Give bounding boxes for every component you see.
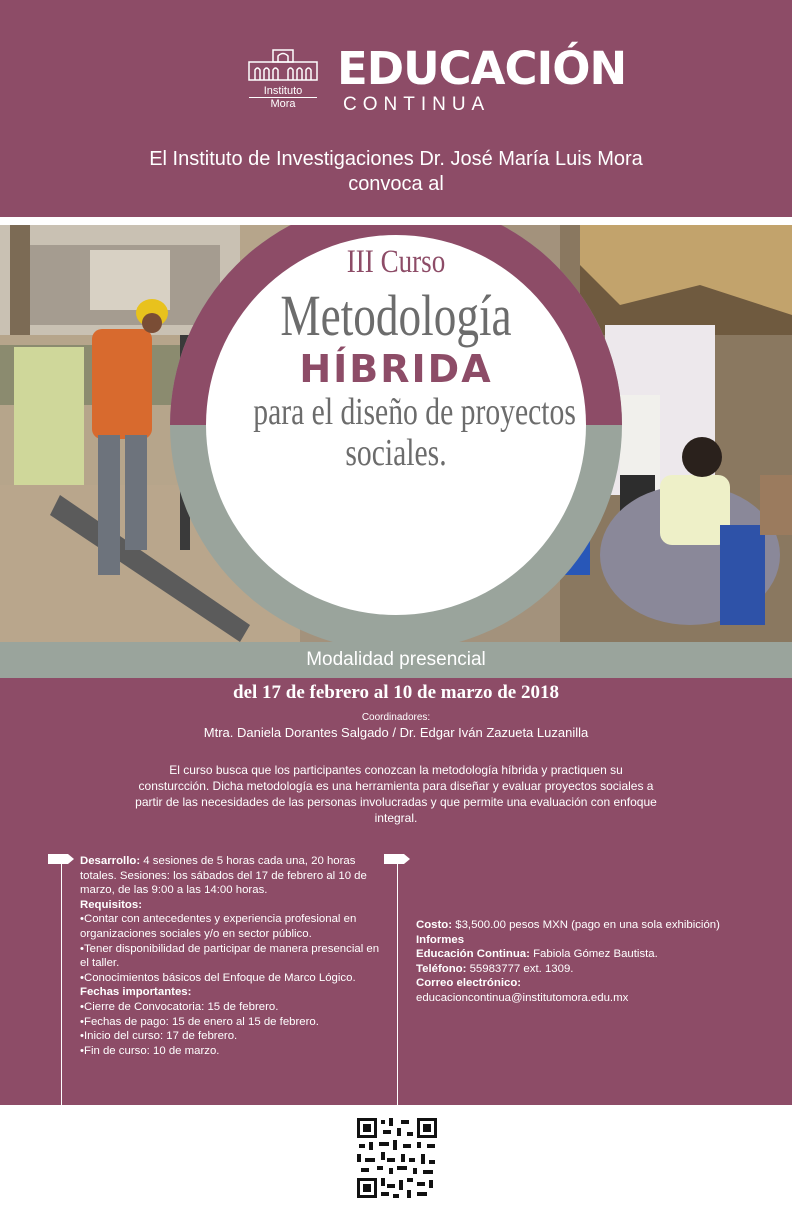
- divider-line-center: [397, 864, 398, 1105]
- fechas-label: Fechas importantes:: [80, 986, 192, 999]
- logo-line-1: Instituto: [263, 85, 303, 97]
- phone-text: 55983777 ext. 1309.: [466, 962, 574, 975]
- desarrollo-label: Desarrollo:: [80, 855, 141, 867]
- email-link[interactable]: educacioncontinua@institutomora.edu.mx: [416, 991, 629, 1004]
- brand-title: EDUCACIÓN: [337, 42, 627, 95]
- cost-text: $3,500.00 pesos MXN (pago en una sola exhibición): [452, 919, 720, 931]
- intro-text: [0, 147, 792, 197]
- arrow-right-icon: [384, 854, 410, 864]
- qr-code[interactable]: [357, 1118, 437, 1198]
- title-line-3: HÍBRIDA: [299, 347, 493, 391]
- course-details: [80, 854, 380, 1058]
- title-line-4: para el diseño de proyectos: [253, 391, 576, 433]
- brand-subtitle: CONTINUA: [343, 94, 491, 115]
- modality-bar: Modalidad presencial: [0, 642, 792, 678]
- requisito-item: •Tener disponibilidad de participar de manera presencial en el taller.: [80, 942, 380, 970]
- contact-details: [416, 918, 746, 1006]
- intro-line-1: El Instituto de Investigaciones Dr. José María Luis Mora: [149, 148, 643, 170]
- requisito-item: •Contar con antecedentes y experiencia profesional en organizaciones sociales y/o en sector público.: [80, 913, 357, 940]
- fecha-item: •Fin de curso: 10 de marzo.: [80, 1044, 220, 1057]
- title-line-1: III Curso: [346, 244, 446, 280]
- contact-person-text: Fabiola Gómez Bautista.: [529, 948, 658, 961]
- phone-line: [416, 962, 746, 977]
- title-line-5: sociales.: [345, 432, 447, 474]
- desarrollo-text: 4 sesiones de 5 horas cada una, 20 horas totales. Sesiones: los sábados del 17 de febrero al 10 de marzo, de las 9:00 a las 14:00 horas.: [80, 855, 367, 897]
- logo-group: [245, 38, 627, 120]
- info-band: [0, 678, 792, 1105]
- contact-person-label: Educación Continua:: [416, 948, 530, 961]
- phone-label: Teléfono:: [416, 962, 467, 975]
- coordinators-names: Mtra. Daniela Dorantes Salgado / Dr. Edgar Iván Zazueta Luzanilla: [203, 725, 589, 740]
- title-line-2: Metodología: [280, 283, 512, 348]
- divider-line-left: [61, 864, 62, 1105]
- fecha-item: •Inicio del curso: 17 de febrero.: [80, 1030, 238, 1043]
- arrow-right-icon: [48, 854, 74, 864]
- header-band: [0, 0, 792, 217]
- course-description: El curso busca que los participantes conozcan la metodología híbrida y practiquen su consturcción. Dicha metodología es una herramienta para diseñar y evaluar proyectos sociales a partir de las necesidades de las personas involucradas y que permite una evaluación con enfoque integral.: [135, 763, 657, 825]
- course-dates: del 17 de febrero al 10 de marzo de 2018: [233, 682, 559, 703]
- informes-label: Informes: [416, 933, 465, 946]
- course-title: [213, 240, 579, 473]
- email-label: Correo electrónico:: [416, 977, 522, 990]
- cost-label: Costo:: [416, 919, 453, 931]
- contact-person-line: [416, 947, 746, 962]
- requisito-item: •Conocimientos básicos del Enfoque de Marco Lógico.: [80, 971, 356, 984]
- cost-line: [416, 918, 746, 933]
- institute-logo-text: [245, 85, 321, 110]
- fecha-item: •Cierre de Convocatoria: 15 de febrero.: [80, 1000, 279, 1013]
- logo-line-2: Mora: [270, 98, 296, 110]
- coordinators-label: Coordinadores:: [361, 712, 431, 723]
- requisitos-label: Requisitos:: [80, 898, 143, 911]
- desarrollo-block: [80, 854, 380, 898]
- building-icon: [245, 48, 321, 82]
- fecha-item: •Fechas de pago: 15 de enero al 15 de febrero.: [80, 1015, 319, 1028]
- intro-line-2: convoca al: [348, 173, 444, 195]
